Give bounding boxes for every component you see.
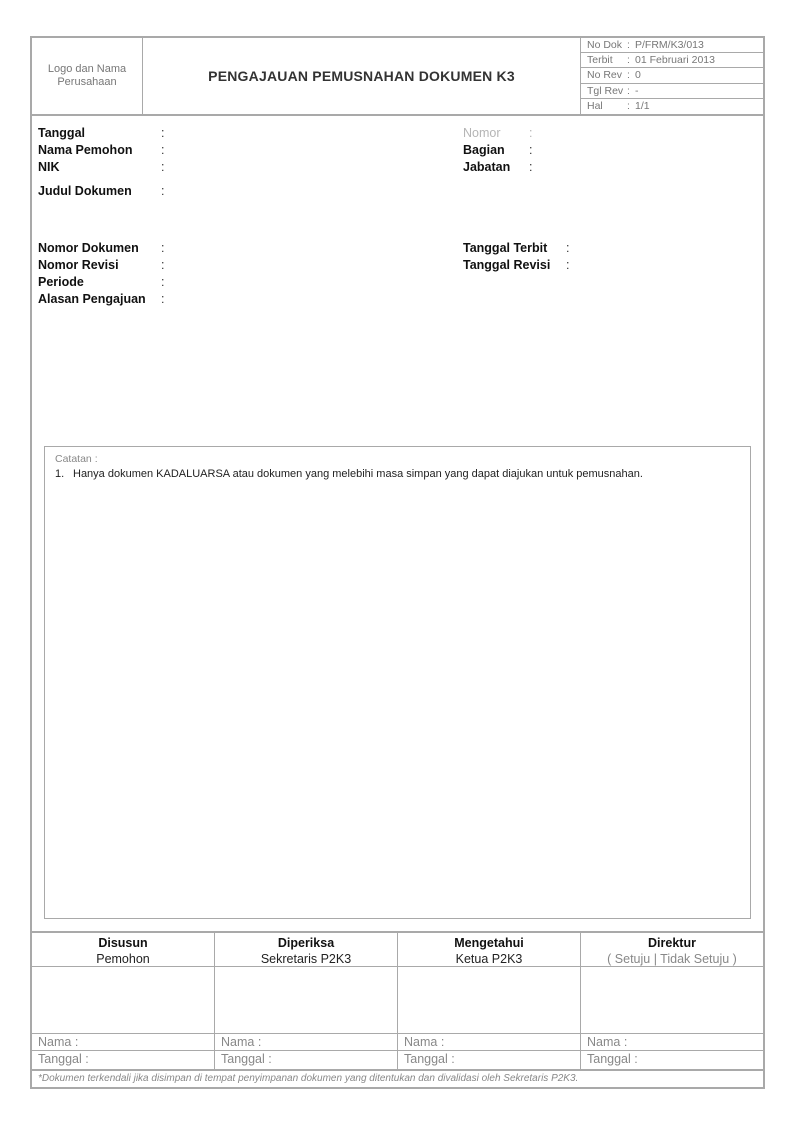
- footer-note: *Dokumen terkendali jika disimpan di tempat penyimpanan dokumen yang ditentukan dan divalidasi oleh Sekretaris P2K3.: [32, 1069, 763, 1087]
- field-tanggal-terbit[interactable]: Tanggal Terbit :: [463, 241, 570, 255]
- field-bagian[interactable]: Bagian :: [463, 143, 533, 157]
- notes-item: 1. Hanya dokumen KADALUARSA atau dokumen yang melebihi masa simpan yang dapat diajukan untuk pemusnahan.: [55, 468, 643, 480]
- field-judul-dokumen[interactable]: Judul Dokumen :: [38, 184, 165, 198]
- notes-box: [44, 446, 751, 919]
- signature-nama[interactable]: Nama :: [581, 1034, 763, 1051]
- field-nik[interactable]: NIK :: [38, 160, 165, 174]
- field-nomor-dokumen[interactable]: Nomor Dokumen :: [38, 241, 165, 255]
- field-tanggal-revisi[interactable]: Tanggal Revisi :: [463, 258, 570, 272]
- signature-area[interactable]: [581, 967, 763, 1034]
- signature-column-direktur: Direktur ( Setuju | Tidak Setuju ) Nama : Tanggal :: [581, 933, 763, 1069]
- signature-table: [32, 931, 763, 1069]
- field-nomor-revisi[interactable]: Nomor Revisi :: [38, 258, 165, 272]
- meta-terbit: Terbit : 01 Februari 2013: [581, 53, 763, 68]
- signature-nama[interactable]: Nama :: [215, 1034, 397, 1051]
- signature-column-disusun: Disusun Pemohon Nama : Tanggal :: [32, 933, 215, 1069]
- notes-title: Catatan :: [55, 453, 98, 465]
- meta-tgl-rev: Tgl Rev : -: [581, 84, 763, 99]
- signature-area[interactable]: [32, 967, 214, 1034]
- signature-tanggal[interactable]: Tanggal :: [587, 1052, 638, 1066]
- document-meta: [581, 38, 763, 114]
- company-logo-placeholder: Logo dan Nama Perusahaan: [32, 38, 143, 114]
- form-title: PENGAJAUAN PEMUSNAHAN DOKUMEN K3: [143, 38, 581, 114]
- signature-column-mengetahui: Mengetahui Ketua P2K3 Nama : Tanggal :: [398, 933, 581, 1069]
- form-header: [32, 38, 763, 116]
- signature-nama[interactable]: Nama :: [32, 1034, 214, 1051]
- field-periode[interactable]: Periode :: [38, 275, 165, 289]
- signature-nama[interactable]: Nama :: [398, 1034, 580, 1051]
- signature-tanggal[interactable]: Tanggal :: [221, 1052, 272, 1066]
- signature-tanggal[interactable]: Tanggal :: [404, 1052, 455, 1066]
- signature-area[interactable]: [398, 967, 580, 1034]
- field-alasan-pengajuan[interactable]: Alasan Pengajuan :: [38, 292, 165, 306]
- signature-area[interactable]: [215, 967, 397, 1034]
- form-frame: [30, 36, 765, 1089]
- meta-no-rev: No Rev : 0: [581, 68, 763, 83]
- field-jabatan[interactable]: Jabatan :: [463, 160, 533, 174]
- field-nomor[interactable]: Nomor :: [463, 126, 533, 140]
- signature-column-diperiksa: Diperiksa Sekretaris P2K3 Nama : Tanggal :: [215, 933, 398, 1069]
- signature-tanggal[interactable]: Tanggal :: [38, 1052, 89, 1066]
- field-nama-pemohon[interactable]: Nama Pemohon :: [38, 143, 165, 157]
- meta-hal: Hal : 1/1: [587, 99, 650, 112]
- field-tanggal[interactable]: Tanggal :: [38, 126, 165, 140]
- meta-no-dok: No Dok : P/FRM/K3/013: [581, 38, 763, 53]
